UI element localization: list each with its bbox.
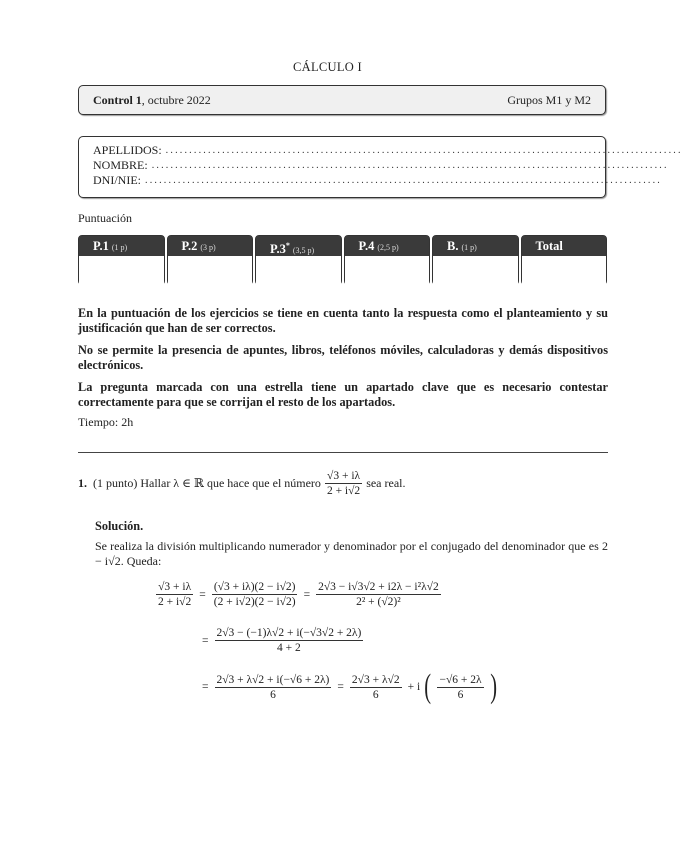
eq1-rhs-den: 2² + (√2)² bbox=[356, 596, 401, 608]
divider bbox=[78, 452, 608, 453]
star-icon: * bbox=[285, 241, 290, 250]
equals-sign: = bbox=[202, 634, 209, 647]
score-head-p2 bbox=[168, 236, 253, 256]
surname-row bbox=[93, 143, 683, 158]
surname-label: APELLIDOS: bbox=[93, 143, 162, 157]
eq3-a-den: 6 bbox=[270, 688, 276, 701]
name-label: NOMBRE: bbox=[93, 158, 148, 172]
dni-row bbox=[93, 173, 662, 188]
left-paren-icon: ( bbox=[424, 668, 432, 705]
score-points: (3 p) bbox=[200, 243, 216, 252]
eq3-c-num: −√6 + 2λ bbox=[439, 673, 482, 686]
eq3-b-num: 2√3 + λ√2 bbox=[351, 673, 400, 686]
student-id-box bbox=[78, 136, 683, 198]
score-head-p4 bbox=[345, 236, 430, 256]
score-head-p3 bbox=[256, 236, 341, 256]
eq2-den: 4 + 2 bbox=[277, 642, 301, 654]
eq1-lhs-den: 2 + i√2 bbox=[158, 596, 192, 608]
eq3-c-den: 6 bbox=[457, 688, 464, 701]
problem-1 bbox=[78, 470, 608, 497]
score-input-p4[interactable] bbox=[345, 256, 430, 286]
exam-name: Control 1 bbox=[93, 92, 142, 107]
eq1-lhs-num: √3 + iλ bbox=[158, 581, 192, 593]
dni-label: DNI/NIE: bbox=[93, 173, 141, 187]
surname-dotted-line[interactable]: .............................................................................................................. bbox=[165, 145, 683, 156]
score-cell-p4 bbox=[344, 235, 431, 285]
note-grading: En la puntuación de los ejercicios se tiene en cuenta tanto la respuesta como el planteamiento y su justificación que han de ser correctos. bbox=[78, 306, 608, 335]
problem-statement-start: (1 punto) Hallar λ ∈ ℝ que hace que el número bbox=[93, 476, 321, 490]
name-dotted-line[interactable]: .............................................................................................................. bbox=[151, 160, 669, 171]
equals-sign: = bbox=[199, 588, 206, 601]
score-points: (3,5 p) bbox=[292, 246, 315, 256]
score-head-total bbox=[522, 236, 607, 256]
plus-i: + i bbox=[407, 681, 421, 693]
score-points: (2,5 p) bbox=[377, 243, 399, 252]
score-head-p1 bbox=[79, 236, 164, 256]
eq3-a-num: 2√3 + λ√2 + i(−√6 + 2λ) bbox=[216, 673, 330, 686]
score-points: (1 p) bbox=[111, 243, 128, 252]
equals-sign: = bbox=[202, 681, 209, 693]
score-input-bonus[interactable] bbox=[433, 256, 518, 286]
equation-line-3 bbox=[200, 668, 499, 705]
fraction-denominator: 2 + i√2 bbox=[326, 485, 361, 497]
eq3-b-den: 6 bbox=[372, 688, 379, 701]
course-title: CÁLCULO I bbox=[292, 60, 362, 74]
eq3-frac-a bbox=[215, 674, 332, 701]
eq1-mid-den: (2 + i√2)(2 − i√2) bbox=[213, 596, 296, 608]
exam-header bbox=[78, 85, 606, 115]
note-materials: No se permite la presencia de apuntes, libros, teléfonos móviles, calculadoras y demás dispositivos electrónicos. bbox=[78, 343, 608, 372]
score-head-bonus bbox=[433, 236, 518, 256]
eq1-mid-num: (√3 + iλ)(2 − i√2) bbox=[213, 581, 296, 593]
score-input-total[interactable] bbox=[522, 256, 607, 286]
score-points: (1 p) bbox=[461, 243, 477, 252]
eq1-lhs bbox=[156, 581, 193, 608]
equation-line-2 bbox=[200, 627, 367, 654]
eq3-frac-c bbox=[437, 674, 483, 701]
eq2-frac bbox=[215, 627, 364, 654]
exam-groups: Grupos M1 y M2 bbox=[507, 92, 591, 107]
equals-sign: = bbox=[337, 681, 344, 693]
equation-line-1 bbox=[152, 581, 445, 608]
eq1-rhs bbox=[316, 581, 441, 608]
problem-fraction bbox=[325, 470, 362, 497]
score-name: P.1 bbox=[93, 239, 109, 253]
problem-number: 1. bbox=[78, 476, 87, 490]
eq3-frac-b bbox=[350, 674, 402, 701]
score-label: Puntuación bbox=[78, 211, 132, 225]
eq1-rhs-num: 2√3 − i√3√2 + i2λ − i²λ√2 bbox=[318, 581, 439, 593]
solution-title: Solución. bbox=[95, 519, 144, 533]
eq1-mid bbox=[212, 581, 298, 608]
score-cell-p3 bbox=[255, 235, 342, 285]
score-input-p3[interactable] bbox=[256, 256, 341, 286]
name-row bbox=[93, 158, 669, 173]
score-name: P.3 bbox=[270, 242, 286, 257]
eq2-num: 2√3 − (−1)λ√2 + i(−√3√2 + 2λ) bbox=[216, 627, 362, 639]
problem-statement-end: sea real. bbox=[366, 476, 406, 490]
exam-time: Tiempo: 2h bbox=[78, 415, 134, 429]
score-name: P.4 bbox=[358, 239, 375, 253]
equals-sign: = bbox=[303, 588, 311, 601]
exam-notes bbox=[78, 306, 608, 430]
score-input-p1[interactable] bbox=[79, 256, 164, 286]
score-cell-total bbox=[521, 235, 608, 285]
dni-dotted-line[interactable]: .............................................................................................................. bbox=[145, 175, 662, 186]
score-cell-p2 bbox=[167, 235, 254, 285]
score-name: B. bbox=[447, 239, 459, 253]
fraction-numerator: √3 + iλ bbox=[327, 470, 361, 482]
exam-date: , octubre 2022 bbox=[141, 92, 211, 107]
score-name: P.2 bbox=[181, 239, 198, 253]
score-name: Total bbox=[535, 239, 563, 253]
score-cell-p1 bbox=[78, 235, 165, 285]
score-cell-bonus bbox=[432, 235, 519, 285]
exam-title bbox=[93, 93, 211, 108]
score-input-p2[interactable] bbox=[168, 256, 253, 286]
right-paren-icon: ) bbox=[489, 668, 497, 705]
note-star: La pregunta marcada con una estrella tiene un apartado clave que es necesario contestar correctamente para que se corrijan el resto de los apartados. bbox=[78, 380, 608, 409]
solution-text: Se realiza la división multiplicando numerador y denominador por el conjugado del denominador que es 2 − i√2. Queda: bbox=[95, 539, 608, 568]
score-table bbox=[78, 235, 607, 285]
